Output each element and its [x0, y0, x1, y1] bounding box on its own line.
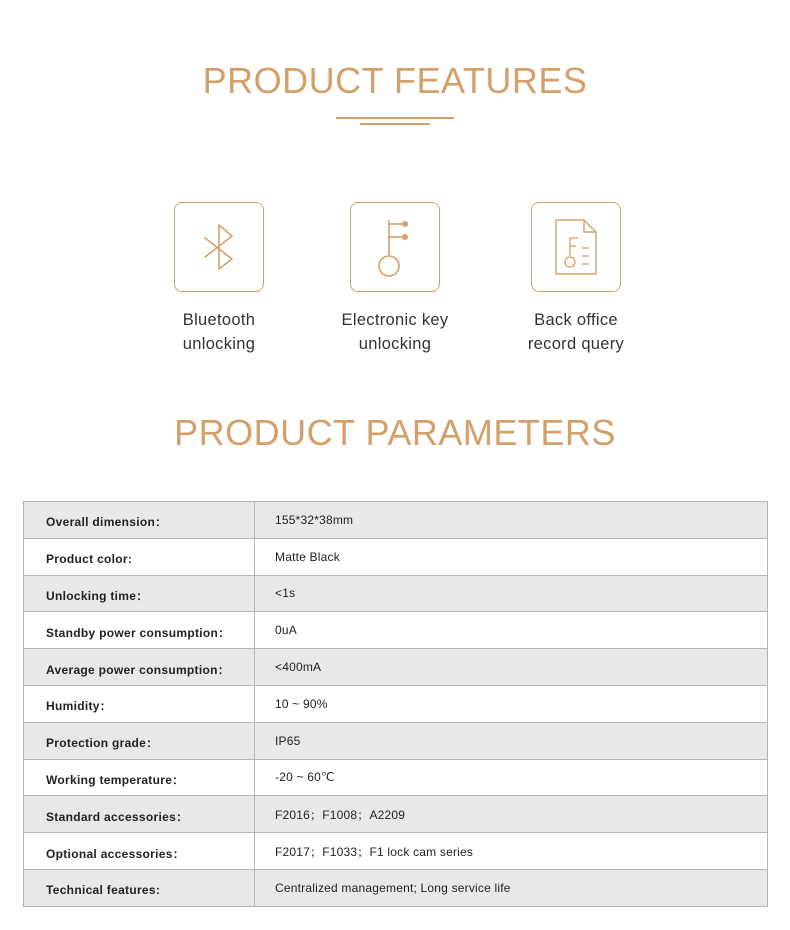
title-divider-top	[336, 117, 454, 119]
param-value: Centralized management; Long service life	[255, 869, 768, 906]
param-value: <1s	[255, 575, 768, 612]
param-value: Matte Black	[255, 538, 768, 575]
param-label: Technical features:	[24, 869, 255, 906]
document-icon	[531, 202, 621, 292]
param-label: Standard accessories：	[24, 796, 255, 833]
param-value: 10 ~ 90%	[255, 685, 768, 722]
param-value: -20 ~ 60℃	[255, 759, 768, 796]
table-row	[24, 612, 768, 649]
table-row	[24, 759, 768, 796]
parameters-table	[23, 501, 768, 907]
feature-label: Bluetooth unlocking	[182, 311, 256, 353]
param-value: F2017；F1033；F1 lock cam series	[255, 833, 768, 870]
table-row	[24, 538, 768, 575]
param-value: F2016；F1008；A2209	[255, 796, 768, 833]
feature-record-query	[486, 202, 666, 356]
features-title: PRODUCT FEATURES	[202, 60, 588, 101]
param-label: Standby power consumption：	[24, 612, 255, 649]
table-row	[24, 685, 768, 722]
title-divider-bottom	[360, 123, 430, 125]
param-label: Product color:	[24, 538, 255, 575]
table-row	[24, 502, 768, 539]
bluetooth-icon	[174, 202, 264, 292]
table-row	[24, 796, 768, 833]
key-icon	[350, 202, 440, 292]
feature-bluetooth	[129, 202, 309, 356]
feature-label: Back office record query	[527, 311, 625, 353]
table-row	[24, 722, 768, 759]
parameters-title: PRODUCT PARAMETERS	[174, 412, 616, 453]
param-label: Average power consumption：	[24, 649, 255, 686]
param-value: 155*32*38mm	[255, 502, 768, 539]
param-value: 0uA	[255, 612, 768, 649]
param-label: Optional accessories：	[24, 833, 255, 870]
table-row	[24, 575, 768, 612]
param-label: Protection grade：	[24, 722, 255, 759]
param-label: Unlocking time：	[24, 575, 255, 612]
param-value: <400mA	[255, 649, 768, 686]
param-label: Working temperature：	[24, 759, 255, 796]
param-label: Overall dimension：	[24, 502, 255, 539]
feature-electronic-key	[305, 202, 485, 356]
param-label: Humidity：	[24, 685, 255, 722]
param-value: IP65	[255, 722, 768, 759]
table-row	[24, 649, 768, 686]
table-row	[24, 869, 768, 906]
feature-label: Electronic key unlocking	[341, 311, 449, 353]
table-row	[24, 833, 768, 870]
